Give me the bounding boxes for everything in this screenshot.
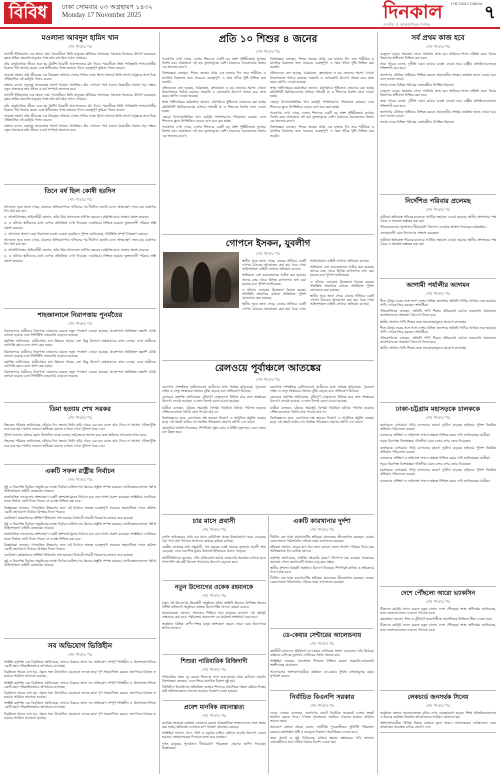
article-headline: আগামী পর্যালীর আগমন [406, 281, 470, 289]
article-body [380, 711, 496, 730]
article-headline: তিনে বর্ষ ছিল কোষী হরদিস [44, 187, 116, 195]
article-kicker: শেষ পাতার পর [202, 713, 226, 718]
article-paragraph: আদালত সূত্রে জানা গেছে, মামলার অভিযোগপত্র দাখিলের পর দীর্ঘদিন শুনানি চলে। সাক্ষ্যগ্রহণ শেষে রায় ঘোষণার দিন ধার্য করা হয়। [4, 205, 156, 214]
article-paragraph: রাজনৈতিক দলগুলোর অংশগ্রহণে একটি অংশগ্রহণমূলক নির্বাচন হবে বলে আশা প্রকাশ করেছেন সংশ্লিষ্টরা। ভোটাররা যাতে নির্ভয়ে ভোট দিতে পারেন সে ব্যবস্থা নিশ্চিত করা হবে। [4, 495, 156, 504]
article-paragraph: বিশ্লেষকরা বলছেন, গণতান্ত্রিক উত্তরণের জন্য এই নির্বাচন অত্যন্ত গুরুত্বপূর্ণ। সকলের সহযোগিতা পেলে কমিশন একটি গ্রহণযোগ্য নির্বাচন উপহার দিতে পারবে। [4, 505, 156, 514]
date-english: Monday 17 November 2025 [62, 11, 142, 19]
article-paragraph: বিমানবন্দরে যাত্রীদের নিরাপত্তা জোরদার করতে নতুন পদক্ষেপ নেওয়া হয়েছে। প্রবেশপথে অতিরিক্ত তল্লাশি চৌকি বসানো হয়েছে এবং সিসিটিভি নজরদারি বাড়ানো হয়েছে। [4, 370, 156, 379]
divider [162, 580, 266, 581]
article-paragraph: বিশেষজ্ঞরা বলছেন, শিশুর জন্মের প্রথম এক হাজার দিন তার শারীরিক ও মানসিক বিকাশের জন্য সবচেয়ে গুরুত্বপূর্ণ। এ সময় সঠিক পুষ্টি নিশ্চিত করা জরুরি। [270, 57, 374, 70]
article-paragraph: মহাসড়কে বেপরোয়া গাড়ি চালানোর কারণে দুর্ঘটনা বাড়ছে। হাইওয়ে পুলিশ নিয়মিত অভিযান পরিচালনা করছে। [380, 423, 496, 432]
divider [162, 700, 266, 701]
article-paragraph: বিবৃতিতে আরও বলা হয়, প্রকৃত সত্য উদঘাটনে যেকোনো তদন্তে তারা পূর্ণ সহযোগিতা করবে। জনগণকে বিভ্রান্ত না হওয়ার আহ্বান জানানো হয়েছে। [4, 711, 156, 720]
article-paragraph: ভাসানী ইতিহাসের এক অনন্য নাম। সারাজীবন তিনি মানুষের অধিকার আদায়ের সংগ্রামে নিজেকে উৎসর্গ করেছেন। কৃষক শ্রমিক মেহনতি মানুষের পক্ষে তাঁর কণ্ঠ ছিল সর্বদা সোচ্চার। [4, 93, 156, 102]
article [162, 516, 266, 578]
article-paragraph: কর্মজীবী মায়েদের সুবিধার্থে ডে-কেয়ার সেন্টারের সংখ্যা বাড়ানোর দাবি উঠেছে। বর্তমানে চাহিদার তুলনায় সেন্টারের সংখ্যা অনেক কম। [270, 649, 374, 658]
article-paragraph: এ ঘটনায় এলাকায় উত্তেজনা বিরাজ করছে। পরিস্থিতি স্বাভাবিক রাখতে অতিরিক্ত পুলিশ মোতায়েন করা হয়েছে। [310, 279, 374, 292]
article-paragraph: স্থানীয় প্রশাসন পাখি শিকার বন্ধে সচেতনতামূলক প্রচারণা চালাচ্ছে। [380, 319, 467, 324]
article-paragraph: পরিবেশবিদরা বলছেন, অতিথি পাখি শিকার প্রতিরোধে কঠোর নজরদারি প্রয়োজন। জলাশয়গুলো সংরক্ষণে উদ্যোগ নিতে হবে। [380, 336, 496, 345]
article-paragraph: সড়ক নিরাপত্তা বিশেষজ্ঞরা গতিসীমা মেনে চলার ওপর জোর দিয়েছেন। [380, 439, 472, 444]
article-body [270, 649, 374, 678]
article [380, 692, 496, 730]
article-body [380, 215, 496, 246]
article-paragraph: ডিজিটাল ডিভাইসের অতিরিক্ত ব্যবহার শিশুদের সামাজিক দক্ষতা কমিয়ে দিচ্ছে। তাই অভিভাবকদের সচেতন হওয়ার পরামর্শ দেওয়া হয়েছে। [162, 685, 266, 694]
article-paragraph: বক্তারা বলেন, মজলুম জননেতার আদর্শ আজও প্রাসঙ্গিক। তাঁর দেখানো পথে চললে বৈষম্যহীন সমাজ গড়া সম্ভব। নতুন প্রজন্মকে তাঁর জীবন ও কর্ম সম্পর্কে জানাতে হবে। [4, 124, 156, 133]
article-paragraph: কর্মকর্তারা জানান, শিশু ও ঝুঁকিপূর্ণ জনগোষ্ঠীকে অগ্রাধিকার ভিত্তিতে টিকা দেওয়া হবে। [380, 617, 493, 622]
article-paragraph: সংশ্লিষ্টরা জানান, খাদ্য, পানি ও ওষুধের চাহিদা মেটাতে বাড়তি উদ্যোগ নেওয়া হয়েছে। স্বেচ্ছাসেবকরা দিনরাত কাজ করে যাচ্ছেন। [162, 731, 266, 740]
article-body [162, 721, 266, 750]
article-paragraph: অভিযানে বেশ কয়েকজনকে আটক করা হয়েছে। তাদের কাছ থেকে বিভিন্ন কাগজপত্র জব্দ করা হয়েছে বলে পুলিশ জানিয়েছে। [242, 273, 306, 286]
article-paragraph: স্থানীয় সূত্রে জানা গেছে, রাতের আঁধারে একটি গোপন বৈঠকের আয়োজন করা হয়। খবর পেয়ে আইনশৃঙ্খলা বাহিনী সেখানে অভিযান চালায়। [310, 294, 374, 307]
article-kicker: শেষ পাতার পর [68, 477, 92, 482]
section-tag: বিবিধ [4, 2, 52, 24]
article-paragraph: ৫. আদালত প্রাঙ্গণে কড়া নিরাপত্তা ব্যবস্থা নেওয়া হয়েছিল। পুলিশ জানিয়েছে, পরিস্থিতি সম্পূর্ণ নিয়ন্ত্রণে রয়েছে। [4, 231, 148, 236]
masthead-rule [0, 27, 500, 29]
article [270, 516, 374, 626]
article-paragraph: রাজনৈতিক দলগুলোর অংশগ্রহণে একটি অংশগ্রহণমূলক নির্বাচন হবে বলে আশা প্রকাশ করেছেন সংশ্লিষ্টরা। ভোটাররা যাতে নির্ভয়ে ভোট দিতে পারেন সে ব্যবস্থা নিশ্চিত করা হবে। [4, 532, 156, 541]
article [270, 692, 374, 774]
article [4, 186, 156, 306]
article-paragraph: জনগণের মৌলিক অধিকার নিশ্চিত করতে প্রয়োজনীয় সংস্কার কার্যক্রম হাতে নেওয়া হবে বলে জানান তারা। [380, 109, 496, 118]
article-paragraph: দীর্ঘদিন বন্ধ থাকা কারখানাটির শ্রমিকরা মানবেতর জীবনযাপন করছেন। বকেয়া বেতন-ভাতা পরিশোধের দাবিতে তারা আন্দোলন করছেন। [270, 535, 374, 544]
article-paragraph: এলাকাবাসী এমন উদ্যোগের প্রশংসা করেছেন। [380, 231, 440, 236]
article-headline: চার মাসে প্রবাসী [192, 517, 236, 525]
article-paragraph: ভোটগ্রহণ কর্মকর্তাদের প্রশিক্ষণ ইতিমধ্যে শেষ হয়েছে। নির্বাচনী সামগ্রী বিতরণের কাজও শুরু হয়েছে। [4, 515, 134, 520]
article-paragraph: গবেষণায় দেখা গেছে, দেশের শিশুদের একটি বড় অংশ পুষ্টিহীনতায় ভুগছে। বিশেষ করে গ্রামাঞ্চলে এই হার তুলনামূলক বেশি। মায়েদের সচেতনতার অভাব এর অন্যতম কারণ। [270, 110, 374, 124]
newspaper-brand [383, 2, 483, 26]
article-paragraph: গবেষণায় দেখা গেছে, দেশের শিশুদের একটি বড় অংশ পুষ্টিহীনতায় ভুগছে। বিশেষ করে গ্রামাঞ্চলে এই হার তুলনামূলক বেশি। মায়েদের সচেতনতার অভাব এর অন্যতম কারণ। [162, 125, 266, 138]
article-kicker: শেষ পাতার পর [256, 251, 280, 256]
brand-english: THE DAILY DINKAL [450, 2, 483, 6]
article-paragraph: চালকদের প্রশিক্ষণ ও লাইসেন্স প্রদানে স্বচ্ছতা নিশ্চিত করার দাবি জানিয়েছেন যাত্রীরা। [380, 433, 491, 438]
article-headline: নির্বাচিত বিএনপি সরকার [289, 693, 355, 701]
dateline [62, 3, 153, 19]
article-paragraph: দুর্ঘটনায় ক্ষতিগ্রস্ত পরিবারগুলোকে আর্থিক সহায়তা দেওয়া হয়েছে। স্থানীয় প্রশাসনের পক্ষ থেকে এ সহায়তা হস্তান্তর করা হয়। [380, 237, 496, 246]
article-paragraph: সংশ্লিষ্ট কর্তৃপক্ষ এক বিবৃতিতে জানিয়েছে, তাদের বিরুদ্ধে আনা সব অভিযোগ সম্পূর্ণ ভিত্তিহীন ও উদ্দেশ্যপ্রণোদিত। একটি মহল পরিকল্পিতভাবে অপপ্রচার চালাচ্ছে। [4, 680, 156, 689]
divider [162, 514, 374, 515]
article-body [4, 423, 156, 448]
article-body [162, 385, 374, 435]
page-number: ৭ [484, 2, 496, 23]
article-kicker: শেষ পাতার পর [426, 44, 450, 49]
article [380, 588, 496, 688]
article-paragraph: অনুষ্ঠানে বক্তারা জনসচেতনতা বৃদ্ধির ওপর গুরুত্বারোপ করেন। শিক্ষা প্রতিষ্ঠানগুলোতে এ ধরনের কার্যক্রম নিয়মিত আয়োজনের আহ্বান জানানো হয়। [380, 711, 496, 720]
divider [380, 690, 496, 691]
article-body [242, 259, 374, 311]
article-paragraph: কর্তৃপক্ষ জানিয়েছে, আর্থিক সংকটের কারণে উৎপাদন বন্ধ রয়েছে। সরকারের সহায়তা পেলে কারখানাটি আবার চালু করা সম্ভব। [270, 555, 374, 564]
article-paragraph: প্রতিবেদনে বলা হয়েছে, খর্বকায়তা, কৃশকায়তা ও কম ওজনের সমস্যা এখনো উদ্বেগজনক পর্যায়ে রয়েছে। সরকারি ও বেসরকারি উদ্যোগ সমন্বয় করে কাজ করার তাগিদ দেওয়া হয়েছে। [270, 71, 374, 84]
article-paragraph: মহাসড়কে বেপরোয়া গাড়ি চালানোর কারণে দুর্ঘটনা বাড়ছে। হাইওয়ে পুলিশ নিয়মিত অভিযান পরিচালনা করছে। [380, 445, 496, 454]
article-paragraph: স্থানীয় প্রশাসন বিষয়টি সমাধানে উদ্যোগ নিয়েছে। শিগগিরই মালিক ও শ্রমিকদের সঙ্গে বৈঠক হবে। [270, 565, 374, 575]
article [380, 280, 496, 400]
article-paragraph: রেলপথে সাম্প্রতিক দুর্ঘটনাগুলো যাত্রীদের মধ্যে আতঙ্ক ছড়িয়েছে। পুরোনো লাইন ও সেতু সংস্কারের অভাবে ঝুঁকি বাড়ছে বলে অভিযোগ উঠেছে। [270, 385, 374, 394]
article-headline: শিশুরা পারিবারিক রিজিদাদী [180, 658, 248, 665]
article-paragraph: বিশ্লেষকরা বলছেন, গণতান্ত্রিক উত্তরণের জন্য এই নির্বাচন অত্যন্ত গুরুত্বপূর্ণ। সকলের সহযোগিতা পেলে কমিশন একটি গ্রহণযোগ্য নির্বাচন উপহার দিতে পারবে। [4, 542, 156, 551]
article-paragraph: যাত্রীরা বলছেন, ট্রেনের সময়সূচি বিপর্যয় নিয়মিত ঘটনায় পরিণত হয়েছে। স্টেশনগুলোতে পর্যাপ্ত সেবা পাওয়া যায় না। [162, 405, 266, 414]
divider [4, 464, 156, 465]
article-paragraph: স্বাস্থ্য অধিদপ্তরের কর্মকর্তারা জানান, মাঠপর্যায়ে পুষ্টিসেবা জোরদার করা হচ্ছে। কমিউনিটি ক্লিনিকগুলোর মাধ্যমে গর্ভবতী মা ও শিশুদের বিশেষ সেবা দেওয়া হচ্ছে। [270, 85, 374, 99]
article-kicker: শেষ পাতার পর [68, 197, 92, 202]
article [380, 32, 496, 192]
date-bangla: ঢাকা সোমবার ০৩ অগ্রহায়ণ ১৪৩২ [62, 3, 153, 11]
article-paragraph: সংশ্লিষ্টরা বলছেন, মানসম্মত শিশুযত্ন নিশ্চিত করতে সরকারি-বেসরকারি অংশীদারত্ব প্রয়োজন। [270, 659, 374, 668]
article-paragraph: স্থানীয় সূত্রে জানা গেছে, রাতের আঁধারে একটি গোপন বৈঠকের আয়োজন করা হয়। খবর পেয়ে আইনশৃঙ্খলা বাহিনী সেখানে অভিযান চালায়। [242, 259, 306, 272]
article-paragraph: অংশগ্রহণকারীরা বিভিন্ন বিষয়ে মতামত তুলে ধরেন। আয়োজকরা ভবিষ্যতেও এমন আয়োজন অব্যাহত রাখার ঘোষণা দেন। [380, 721, 496, 730]
article-paragraph: নিহতের পরিবার জানিয়েছে, ঘটনার দিন সন্ধ্যায় তিনি বাড়ি থেকে বের হন। রাতে আর ফিরে না আসায় খোঁজাখুঁজি শুরু করা হয়। পরদিন সকালে স্থানীয়রা মরদেহ দেখতে পেয়ে পুলিশে খবর দেয়। [4, 439, 156, 448]
article-paragraph: বিমানবন্দরে যাত্রীদের নিরাপত্তা জোরদার করতে নতুন পদক্ষেপ নেওয়া হয়েছে। প্রবেশপথে অতিরিক্ত তল্লাশি চৌকি বসানো হয়েছে এবং সিসিটিভি নজরদারি বাড়ানো হয়েছে। [4, 329, 156, 338]
article-headline: ডে-কেয়ার সেন্টারের আলোচনায় [282, 632, 362, 639]
article-paragraph: বিশেষজ্ঞরা বলছেন, শিশুর জন্মের প্রথম এক হাজার দিন তার শারীরিক ও মানসিক বিকাশের জন্য সবচেয়ে গুরুত্বপূর্ণ। এ সময় সঠিক পুষ্টি নিশ্চিত করা জরুরি। [270, 125, 374, 138]
article-paragraph: তাঁর রাজনৈতিক জীবন শুরু হয় ব্রিটিশ বিরোধী আন্দোলনের মধ্য দিয়ে। পরবর্তীতে তিনি পাকিস্তানি শাসকগোষ্ঠীর বিরুদ্ধে দীর্ঘ সংগ্রাম করেন এবং স্বাধীনতার পক্ষে জনমত গঠনে গুরুত্বপূর্ণ ভূমিকা পালন করেন। [4, 103, 156, 112]
article [4, 466, 156, 636]
article-paragraph: বিবৃতিতে আরও বলা হয়, প্রকৃত সত্য উদঘাটনে যেকোনো তদন্তে তারা পূর্ণ সহযোগিতা করবে। জনগণকে বিভ্রান্ত না হওয়ার আহ্বান জানানো হয়েছে। [4, 670, 156, 679]
article-body [4, 205, 156, 263]
article-paragraph: সংশ্লিষ্ট কর্তৃপক্ষ এক বিবৃতিতে জানিয়েছে, তাদের বিরুদ্ধে আনা সব অভিযোগ সম্পূর্ণ ভিত্তিহীন ও উদ্দেশ্যপ্রণোদিত। একটি মহল পরিকল্পিতভাবে অপপ্রচার চালাচ্ছে। [4, 701, 156, 710]
article [162, 656, 266, 698]
article-paragraph: তাঁর রাজনৈতিক জীবন শুরু হয় ব্রিটিশ বিরোধী আন্দোলনের মধ্য দিয়ে। পরবর্তীতে তিনি পাকিস্তানি শাসকগোষ্ঠীর বিরুদ্ধে দীর্ঘ সংগ্রাম করেন এবং স্বাধীনতার পক্ষে জনমত গঠনে গুরুত্বপূর্ণ ভূমিকা পালন করেন। [4, 62, 156, 71]
article [270, 630, 374, 688]
column-divider [377, 32, 378, 774]
article-body [4, 485, 156, 568]
article-paragraph: পুলিশ জানায়, ঘটনার রহস্য উদঘাটনে তদন্ত চলছে। জড়িতদের শনাক্ত করে দ্রুত আইনের আওতায় আনা হবে। [4, 433, 147, 438]
article-headline: একটি কারখানার দুর্দশা [293, 517, 351, 525]
article-paragraph: চালকদের প্রশিক্ষণ ও লাইসেন্স প্রদানে স্বচ্ছতা নিশ্চিত করার দাবি জানিয়েছেন যাত্রীরা। [380, 455, 491, 460]
article-body [380, 607, 496, 632]
article-paragraph: স্থানীয় সূত্রে জানা গেছে, রাতের আঁধারে একটি গোপন বৈঠকের আয়োজন করা হয়। খবর পেয়ে আইনশৃঙ্খলা বাহিনী সেখানে অভিযান চালায়। [242, 259, 369, 311]
article-headline: সর্ব প্রথম কাজ হবে [411, 34, 465, 42]
article-paragraph: এছাড়া বিদ্যালয়ভিত্তিক খাদ্য কর্মসূচি সম্প্রসারণের পরিকল্পনা রয়েছে। এতে শিশুদের স্কুলে উপস্থিতিও বাড়বে বলে মনে করা হচ্ছে। [270, 100, 374, 109]
article-paragraph: চালকদের প্রশিক্ষণ ও লাইসেন্স প্রদানে স্বচ্ছতা নিশ্চিত করার দাবি জানিয়েছেন যাত্রীরা। [380, 478, 491, 483]
article-paragraph: কর্তৃপক্ষ জানিয়েছে, যাত্রীসেবার মান উন্নয়নে আরও বেশ কিছু উদ্যোগ বাস্তবায়নের কাজ চলছে। এতে যাত্রীদের ভোগান্তি কমবে বলে আশা করা হচ্ছে। [4, 359, 156, 369]
article-paragraph: অনুষ্ঠানে বিভিন্ন শ্রেণী-পেশার মানুষ অংশগ্রহণ করেন। তারা এমন উদ্যোগকে স্বাগত জানান। [162, 621, 266, 630]
article-paragraph: নতুন এই উদ্যোগের উদ্বোধনী অনুষ্ঠানে প্রধান অতিথি হিসেবে উপস্থিত ছিলেন বিশিষ্ট ব্যক্তিবর্গ। অনুষ্ঠানে বক্তারা উদ্যোগটির সাফল্য কামনা করেন। [162, 601, 266, 610]
article [162, 582, 266, 652]
article-paragraph: সংশ্লিষ্ট কর্তৃপক্ষ এক বিবৃতিতে জানিয়েছে, তাদের বিরুদ্ধে আনা সব অভিযোগ সম্পূর্ণ ভিত্তিহীন ও উদ্দেশ্যপ্রণোদিত। একটি মহল পরিকল্পিতভাবে অপপ্রচার চালাচ্ছে। [4, 660, 156, 669]
article [380, 404, 496, 584]
article-paragraph: ফারাক্কা লংমার্চ তাঁর জীবনের এক উজ্জ্বল অধ্যায়। দেশের পানির ন্যায্য হিস্যা আদায়ে তিনি লাখো মানুষকে সঙ্গে নিয়ে ঐতিহাসিক এই কর্মসূচি পালন করেন। [4, 72, 156, 81]
article-kicker: শেষ পাতার পর [426, 415, 450, 420]
divider [4, 402, 156, 403]
article-body [270, 711, 374, 744]
news-photo [163, 252, 239, 308]
article-paragraph: দীর্ঘদিন বন্ধ থাকা কারখানাটির শ্রমিকরা মানবেতর জীবনযাপন করছেন। বকেয়া বেতন-ভাতা পরিশোধের দাবিতে তারা আন্দোলন করছেন। [270, 576, 374, 585]
article-headline: প্রতি ১০ শিশুর ৪ জনের [218, 34, 318, 45]
article-body [380, 423, 496, 483]
divider [270, 690, 374, 691]
article-paragraph: দুর্গত মানুষের পুনর্বাসনে দীর্ঘমেয়াদি পরিকল্পনা গ্রহণের তাগিদ দিয়েছেন বিশ্লেষকরা। [162, 741, 266, 750]
divider [4, 638, 156, 639]
article-paragraph: আলোচনায় অংশগ্রহণকারীরা কর্মস্থলে ডে-কেয়ার সুবিধা বাধ্যতামূলক করার সুপারিশ করেন। [270, 669, 374, 678]
article [380, 734, 496, 774]
article-paragraph: গবেষণায় দেখা গেছে, দেশের শিশুদের একটি বড় অংশ পুষ্টিহীনতায় ভুগছে। বিশেষ করে গ্রামাঞ্চলে এই হার তুলনামূলক বেশি। মায়েদের সচেতনতার অভাব এর অন্যতম কারণ। [162, 57, 266, 70]
article-paragraph: পরিবারগুলোর পুনর্বাসনে দীর্ঘমেয়াদি উদ্যোগ নেওয়ার আশ্বাস দিয়েছেন কর্মকর্তারা। [380, 225, 487, 230]
article-kicker: শেষ পাতার পর [310, 527, 334, 532]
article-paragraph: সমাবেশে বক্তারা আরও বলেন, অর্থনীতি পুনরুজ্জীবনে সুনির্দিষ্ট পরিকল্পনা রয়েছে। কর্মসংস্থান সৃষ্টি ও দ্রব্যমূল্য নিয়ন্ত্রণে অগ্রাধিকার দেওয়া হবে। [270, 725, 374, 734]
article [4, 310, 156, 400]
article-paragraph: কর্মকর্তারা আশ্বাস দিয়েছেন, শিগগিরই নতুন কোচ ও ইঞ্জিন যুক্ত হবে এবং সেবার মান উন্নত হবে। [162, 426, 266, 435]
article [162, 32, 374, 232]
article-paragraph: স্বাস্থ্য অধিদপ্তরের কর্মকর্তারা জানান, মাঠপর্যায়ে পুষ্টিসেবা জোরদার করা হচ্ছে। কমিউনিটি ক্লিনিকগুলোর মাধ্যমে গর্ভবতী মা ও শিশুদের বিশেষ সেবা দেওয়া হচ্ছে। [162, 100, 266, 113]
article-body [162, 57, 374, 140]
divider [4, 184, 156, 185]
divider [380, 278, 496, 279]
article-paragraph: মহাসড়কে বেপরোয়া গাড়ি চালানোর কারণে দুর্ঘটনা বাড়ছে। হাইওয়ে পুলিশ নিয়মিত অভিযান পরিচালনা করছে। [380, 468, 496, 477]
article-paragraph: অভিযানে বেশ কয়েকজনকে আটক করা হয়েছে। তাদের কাছ থেকে বিভিন্ন কাগজপত্র জব্দ করা হয়েছে বলে পুলিশ জানিয়েছে। [310, 265, 374, 278]
article-paragraph: পরিবেশবিদরা বলছেন, অতিথি পাখি শিকার প্রতিরোধে কঠোর নজরদারি প্রয়োজন। জলাশয়গুলো সংরক্ষণে উদ্যোগ নিতে হবে। [380, 309, 496, 318]
article-kicker: শেষ পাতার পর [310, 703, 334, 708]
article-paragraph: বিমানবন্দরে যাত্রীদের নিরাপত্তা জোরদার করতে নতুন পদক্ষেপ নেওয়া হয়েছে। প্রবেশপথে অতিরিক্ত তল্লাশি চৌকি বসানো হয়েছে এবং সিসিটিভি নজরদারি বাড়ানো হয়েছে। [4, 349, 156, 358]
divider [162, 234, 374, 235]
article-paragraph: রেলওয়ে কর্তৃপক্ষ জানিয়েছে, ঝুঁকিপূর্ণ সেতুগুলো চিহ্নিত করে দ্রুত সংস্কারের উদ্যোগ নেওয়া হয়েছে। এ জন্য বিশেষ বরাদ্দ চাওয়া হয়েছে। [270, 395, 374, 404]
article-body [162, 675, 266, 694]
article-paragraph: ৪. এ ঘটনায় স্থানীয়দের মধ্যে ব্যাপক প্রতিক্রিয়া দেখা দিয়েছে। ন্যায়বিচার নিশ্চিত হওয়ায় ভুক্তভোগী পরিবার স্বস্তি প্রকাশ করেছে। [4, 221, 156, 230]
article-headline: একটি সফল রাষ্ট্রীয় নির্বাচন [45, 467, 115, 475]
article [4, 32, 156, 182]
article-body [4, 52, 156, 133]
article-paragraph: তারা আরও বলেন, দুর্নীতি দমনে কঠোর ব্যবস্থা নেওয়া হবে। রাষ্ট্রীয় প্রতিষ্ঠানগুলোকে শক্তিশালী করা হবে। [380, 62, 496, 71]
article-paragraph: অর্থনীতিবিদরা বলছেন, হুন্ডি প্রতিরোধে কঠোর নজরদারি অব্যাহত রাখতে হবে। পাশাপাশি দক্ষ কর্মী বিদেশে পাঠানোর উদ্যোগ বাড়াতে হবে। [162, 555, 266, 564]
article-paragraph: এ ঘটনায় এলাকায় উত্তেজনা বিরাজ করছে। পরিস্থিতি স্বাভাবিক রাখতে অতিরিক্ত পুলিশ মোতায়েন করা হয়েছে। [242, 287, 306, 301]
article-paragraph: চলতি অর্থবছরের প্রথম চার মাসে রেমিট্যান্স প্রবাহ উল্লেখযোগ্য হারে বেড়েছে। বৈধ পথে অর্থ পাঠাতে প্রণোদনা কার্যকর ভূমিকা রাখছে। [162, 535, 266, 544]
article-headline: নির্দেশিত পরিবার প্রলেমছ [405, 197, 471, 205]
article-paragraph: তারা আরও বলেন, দুর্নীতি দমনে কঠোর ব্যবস্থা নেওয়া হবে। রাষ্ট্রীয় প্রতিষ্ঠানগুলোকে শক্তিশালী করা হবে। [380, 99, 496, 108]
article-paragraph: সুষ্ঠু ও নিরপেক্ষ নির্বাচন অনুষ্ঠানের লক্ষ্যে নির্বাচন কমিশন সব ধরনের প্রস্তুতি সম্পন্ন করেছে। ভোটকেন্দ্রগুলোতে পর্যাপ্ত আইনশৃঙ্খলা বাহিনী মোতায়েন থাকবে। [4, 559, 156, 568]
article-paragraph: সভায় দলের বিভিন্ন পর্যায়ের নেতাকর্মীরা উপস্থিত ছিলেন। [380, 120, 455, 125]
article-headline: গোপনে ইসকন, যুবলীগ [225, 239, 311, 249]
article-headline: শাহজালালে নিরাপত্তায় পুনর্মতৈর [37, 311, 123, 319]
article-headline: মওলানা আবদুল হামিদ খান [41, 34, 119, 42]
article-kicker: শেষ পাতার পর [202, 667, 226, 672]
divider [162, 360, 374, 361]
article-paragraph: এছাড়া বিদ্যালয়ভিত্তিক খাদ্য কর্মসূচি সম্প্রসারণের পরিকল্পনা রয়েছে। এতে শিশুদের স্কুলে উপস্থিতিও বাড়বে বলে মনে করা হচ্ছে। [162, 114, 266, 124]
article-paragraph: পারিবারিক বন্ধন দৃঢ় করতে শিশুদের সঙ্গে বাবা-মায়ের সময় কাটানো জরুরি। বিশেষজ্ঞরা বলছেন, এতে শিশুর মানসিক বিকাশ সুষ্ঠু হয়। [162, 675, 266, 684]
article [4, 640, 156, 774]
article-paragraph: দুর্ঘটনায় ক্ষতিগ্রস্ত পরিবারগুলোকে আর্থিক সহায়তা দেওয়া হয়েছে। স্থানীয় প্রশাসনের পক্ষ থেকে এ সহায়তা হস্তান্তর করা হয়। [380, 215, 496, 224]
article-kicker: শেষ পাতার পর [256, 377, 280, 382]
article-paragraph: কর্তৃপক্ষ জানিয়েছে, যাত্রীসেবার মান উন্নয়নে আরও বেশ কিছু উদ্যোগ বাস্তবায়নের কাজ চলছে। এতে যাত্রীদের ভোগান্তি কমবে বলে আশা করা হচ্ছে। [4, 339, 156, 348]
article-paragraph: সড়ক নিরাপত্তা বিশেষজ্ঞরা গতিসীমা মেনে চলার ওপর জোর দিয়েছেন। [380, 462, 472, 467]
article-paragraph: বিবৃতিতে আরও বলা হয়, প্রকৃত সত্য উদঘাটনে যেকোনো তদন্তে তারা পূর্ণ সহযোগিতা করবে। জনগণকে বিভ্রান্ত না হওয়ার আহ্বান জানানো হয়েছে। [4, 690, 156, 700]
divider [380, 402, 496, 403]
article-paragraph: জনগণের মৌলিক অধিকার নিশ্চিত করতে প্রয়োজনীয় সংস্কার কার্যক্রম হাতে নেওয়া হবে বলে জানান তারা। [380, 72, 496, 81]
article-paragraph: বিশেষজ্ঞদের মতে, রেলখাতে দক্ষ জনবল নিয়োগ ও আধুনিক প্রযুক্তি ব্যবহার ছাড়া এই সংকট কাটবে না। সমন্বিত পরিকল্পনা গ্রহণের তাগিদ দেন তারা। [270, 415, 374, 425]
article-paragraph: সুষ্ঠু ও নিরপেক্ষ নির্বাচন অনুষ্ঠানের লক্ষ্যে নির্বাচন কমিশন সব ধরনের প্রস্তুতি সম্পন্ন করেছে। ভোটকেন্দ্রগুলোতে পর্যাপ্ত আইনশৃঙ্খলা বাহিনী মোতায়েন থাকবে। [4, 485, 156, 494]
article-paragraph: বক্তারা বলেন, মজলুম জননেতার আদর্শ আজও প্রাসঙ্গিক। তাঁর দেখানো পথে চললে বৈষম্যহীন সমাজ গড়া সম্ভব। নতুন প্রজন্মকে তাঁর জীবন ও কর্ম সম্পর্কে জানাতে হবে। [4, 82, 156, 92]
masthead [0, 0, 500, 30]
article-paragraph: নেতৃবৃন্দ বলেন, ক্ষমতায় গেলে সর্বপ্রথম কাজ হবে আইনের শাসন প্রতিষ্ঠা করা। বিচার বিভাগের স্বাধীনতা নিশ্চিত করা হবে। [380, 89, 496, 98]
article-paragraph: টিকাদান কর্মসূচি সফল করতে নতুন চালান দেশে পৌঁছেছে। স্বাস্থ্য অধিদপ্তর জানিয়েছে, দ্রুত জেলাগুলোতে এগুলো পাঠানো হবে। [380, 623, 496, 632]
article-paragraph: শীত মৌসুম শুরুর সঙ্গে সঙ্গে দেশের বিভিন্ন জলাশয়ে অতিথি পাখির আগমন শুরু হয়েছে। পাখি দেখতে ভিড় করছেন দর্শনার্থীরা। [380, 299, 496, 308]
divider [270, 628, 374, 629]
divider [162, 654, 266, 655]
article-kicker: শেষ পাতার পর [202, 593, 226, 598]
article-paragraph: ৩. আসামিপক্ষের আইনজীবী জানান, তাঁরা উচ্চ আদালতে আপিল করবেন। রাষ্ট্রপক্ষ রায়ে সন্তোষ প্রকাশ করেছে। [4, 248, 149, 253]
article-body [270, 535, 374, 585]
article-headline: লেকচার্ড জনসর্থক সিনেম [407, 694, 469, 701]
article-kicker: শেষ পাতার পর [202, 527, 226, 532]
article-headline: সব অভিযোগ ভিত্তিহীন [47, 642, 113, 650]
article-kicker: শেষ পাতার পর [426, 291, 450, 296]
article-paragraph: আয়োজকরা জানান, সমাজের পিছিয়ে পড়া মানুষের কল্যাণে এই কর্মসূচি বাস্তবায়ন করা হবে। পর্যায়ক্রমে সারাদেশে এর কার্যক্রম সম্প্রসারণ করা হবে। [162, 611, 266, 620]
article-paragraph: প্রতিবেদনে বলা হয়েছে, খর্বকায়তা, কৃশকায়তা ও কম ওজনের সমস্যা এখনো উদ্বেগজনক পর্যায়ে রয়েছে। সরকারি ও বেসরকারি উদ্যোগ সমন্বয় করে কাজ করার তাগিদ দেওয়া হয়েছে। [162, 85, 266, 99]
divider [380, 586, 496, 587]
article-body [4, 660, 156, 720]
divider [380, 732, 496, 733]
article-paragraph: মানবিক সহায়তা কার্যক্রম জোরদার করতে আন্তর্জাতিক সংস্থাগুলোর সঙ্গে সমন্বয় করা হচ্ছে। ক্ষতিগ্রস্ত এলাকায় ত্রাণ বিতরণ অব্যাহত রয়েছে। [162, 721, 266, 730]
article-paragraph: ফারাক্কা লংমার্চ তাঁর জীবনের এক উজ্জ্বল অধ্যায়। দেশের পানির ন্যায্য হিস্যা আদায়ে তিনি লাখো মানুষকে সঙ্গে নিয়ে ঐতিহাসিক এই কর্মসূচি পালন করেন। [4, 113, 156, 123]
article-paragraph: স্থানীয় প্রশাসন পাখি শিকার বন্ধে সচেতনতামূলক প্রচারণা চালাচ্ছে। [380, 346, 467, 351]
article [4, 404, 156, 462]
article [162, 702, 266, 774]
article-paragraph: নিহতের পরিবার জানিয়েছে, ঘটনার দিন সন্ধ্যায় তিনি বাড়ি থেকে বের হন। রাতে আর ফিরে না আসায় খোঁজাখুঁজি শুরু করা হয়। পরদিন সকালে স্থানীয়রা মরদেহ দেখতে পেয়ে পুলিশে খবর দেয়। [4, 423, 156, 432]
article-kicker: শেষ পাতার পর [256, 49, 280, 54]
article-paragraph: বিশেষজ্ঞরা বলছেন, শিশুর জন্মের প্রথম এক হাজার দিন তার শারীরিক ও মানসিক বিকাশের জন্য সবচেয়ে গুরুত্বপূর্ণ। এ সময় সঠিক পুষ্টি নিশ্চিত করা জরুরি। [162, 71, 266, 84]
article-paragraph: নেতৃবৃন্দ বলেন, ক্ষমতায় গেলে সর্বপ্রথম কাজ হবে আইনের শাসন প্রতিষ্ঠা করা। বিচার বিভাগের স্বাধীনতা নিশ্চিত করা হবে। [380, 52, 496, 61]
article-paragraph: টিকাদান কর্মসূচি সফল করতে নতুন চালান দেশে পৌঁছেছে। স্বাস্থ্য অধিদপ্তর জানিয়েছে, দ্রুত জেলাগুলোতে এগুলো পাঠানো হবে। [380, 607, 496, 616]
article-headline: প্রবেশ মানবিক রয়ানাল্পত্য [183, 704, 245, 711]
article-paragraph: শীত মৌসুম শুরুর সঙ্গে সঙ্গে দেশের বিভিন্ন জলাশয়ে অতিথি পাখির আগমন শুরু হয়েছে। পাখি দেখতে ভিড় করছেন দর্শনার্থীরা। [380, 325, 496, 334]
article-paragraph: কেন্দ্রীয় ব্যাংকের তথ্য অনুযায়ী, গত বছরের একই সময়ের তুলনায় প্রবাসী আয় বেড়েছে। এতে বৈদেশিক মুদ্রার রিজার্ভে ইতিবাচক প্রভাব পড়েছে। [162, 545, 266, 554]
article-headline: ঢাকা-চট্টগ্রাম মহাসড়কে চালককে [395, 405, 481, 413]
article-paragraph: রেলপথে সাম্প্রতিক দুর্ঘটনাগুলো যাত্রীদের মধ্যে আতঙ্ক ছড়িয়েছে। পুরোনো লাইন ও সেতু সংস্কারের অভাবে ঝুঁকি বাড়ছে বলে অভিযোগ উঠেছে। [162, 385, 266, 394]
article-paragraph: শ্রমিকরা জানান, কয়েক মাস ধরে তারা কোনো বেতন পাননি। পরিবার নিয়ে চরম অনিশ্চয়তায় দিন কাটছে তাদের। [270, 545, 374, 554]
article-paragraph: সুষ্ঠু ও নিরপেক্ষ নির্বাচন অনুষ্ঠানের লক্ষ্যে নির্বাচন কমিশন সব ধরনের প্রস্তুতি সম্পন্ন করেছে। ভোটকেন্দ্রগুলোতে পর্যাপ্ত আইনশৃঙ্খলা বাহিনী মোতায়েন থাকবে। [4, 522, 156, 531]
article-body [380, 52, 496, 124]
article-headline: ডিমা হত্যায় শেখ সরকর [49, 405, 111, 413]
divider [380, 194, 496, 195]
article-headline: রেলওয়ে পূর্বাঞ্চলে আতঙ্কের [214, 363, 322, 374]
article [380, 196, 496, 276]
article-paragraph: ভাসানী ইতিহাসের এক অনন্য নাম। সারাজীবন তিনি মানুষের অধিকার আদায়ের সংগ্রামে নিজেকে উৎসর্গ করেছেন। কৃষক শ্রমিক মেহনতি মানুষের পক্ষে তাঁর কণ্ঠ ছিল সর্বদা সোচ্চার। [4, 52, 156, 61]
article-paragraph: ৪. এ ঘটনায় স্থানীয়দের মধ্যে ব্যাপক প্রতিক্রিয়া দেখা দিয়েছে। ন্যায়বিচার নিশ্চিত হওয়ায় ভুক্তভোগী পরিবার স্বস্তি প্রকাশ করেছে। [4, 254, 156, 263]
article-body [4, 329, 156, 379]
article-paragraph: ভোটগ্রহণ কর্মকর্তাদের প্রশিক্ষণ ইতিমধ্যে শেষ হয়েছে। নির্বাচনী সামগ্রী বিতরণের কাজও শুরু হয়েছে। [4, 553, 134, 558]
article-paragraph: তারা অবাধ ও সুষ্ঠু নির্বাচনের মাধ্যমে ক্ষমতা হস্তান্তরের দাবি জানান। নেতাকর্মীদের মাঠে সক্রিয় থাকার নির্দেশ দেওয়া হয়। [270, 735, 374, 744]
article-kicker: শেষ পাতার পর [68, 415, 92, 420]
article-headline: নতুন উদ্যোগের ওকেক রহমানকে [174, 584, 254, 591]
article-paragraph: ৩. আসামিপক্ষের আইনজীবী জানান, তাঁরা উচ্চ আদালতে আপিল করবেন। রাষ্ট্রপক্ষ রায়ে সন্তোষ প্রকাশ করেছে। [4, 215, 149, 220]
article-kicker: শেষ পাতার পর [68, 321, 92, 326]
article-kicker: শেষ পাতার পর [310, 641, 334, 646]
article-kicker: শেষ পাতার পর [426, 207, 450, 212]
article-body [380, 299, 496, 351]
article [162, 362, 374, 512]
column-divider [159, 32, 160, 774]
article-kicker: শেষ পাতার পর [426, 599, 450, 604]
article-kicker: শেষ পাতার পর [68, 44, 92, 49]
article-body [162, 535, 266, 564]
article-paragraph: সভায় দলের বিভিন্ন পর্যায়ের নেতাকর্মীরা উপস্থিত ছিলেন। [380, 82, 455, 87]
article-kicker: শেষ পাতার পর [426, 703, 450, 708]
article-paragraph: বিশেষজ্ঞদের মতে, রেলখাতে দক্ষ জনবল নিয়োগ ও আধুনিক প্রযুক্তি ব্যবহার ছাড়া এই সংকট কাটবে না। সমন্বিত পরিকল্পনা গ্রহণের তাগিদ দেন তারা। [162, 415, 266, 425]
article-paragraph: দলের নেতারা বলেছেন, জনগণের ভোটে নির্বাচিত সরকারই দেশের সংকট সমাধান করতে পারে। গণতন্ত্র পুনরুদ্ধারে সবাইকে ঐক্যবদ্ধ হওয়ার আহ্বান জানান তারা। [270, 711, 374, 724]
article-headline: দেশে পৌঁছলো আরো ভ্যাকসিন [400, 590, 476, 597]
column-divider [268, 516, 269, 774]
article-body [162, 601, 266, 630]
article-paragraph: রেলওয়ে কর্তৃপক্ষ জানিয়েছে, ঝুঁকিপূর্ণ সেতুগুলো চিহ্নিত করে দ্রুত সংস্কারের উদ্যোগ নেওয়া হয়েছে। এ জন্য বিশেষ বরাদ্দ চাওয়া হয়েছে। [162, 395, 266, 404]
article-paragraph: যাত্রীরা বলছেন, ট্রেনের সময়সূচি বিপর্যয় নিয়মিত ঘটনায় পরিণত হয়েছে। স্টেশনগুলোতে পর্যাপ্ত সেবা পাওয়া যায় না। [270, 405, 374, 414]
divider [4, 308, 156, 309]
article-paragraph: আদালত সূত্রে জানা গেছে, মামলার অভিযোগপত্র দাখিলের পর দীর্ঘদিন শুনানি চলে। সাক্ষ্যগ্রহণ শেষে রায় ঘোষণার দিন ধার্য করা হয়। [4, 237, 156, 247]
brand-logo: দিনকাল [383, 1, 443, 23]
article-kicker: শেষ পাতার পর [68, 652, 92, 657]
brand-tagline: জাতীয় ও আন্তর্জাতিক দৈনিক [383, 22, 431, 27]
